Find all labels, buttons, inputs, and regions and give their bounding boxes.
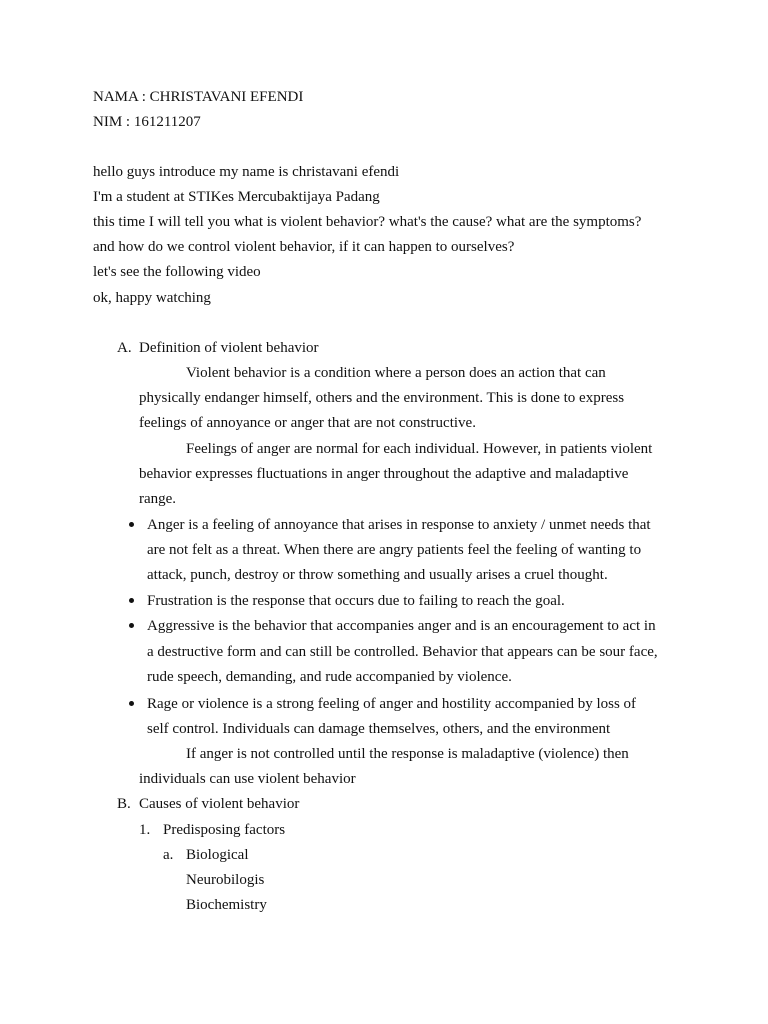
- paragraph-line: behavior expresses fluctuations in anger throughout the adaptive and maladaptive: [139, 466, 629, 482]
- bullet-dot-icon: [129, 623, 134, 628]
- intro-line: let's see the following video: [93, 264, 261, 280]
- paragraph-line: feelings of annoyance or anger that are not constructive.: [139, 415, 476, 431]
- section-b-marker: B.: [117, 796, 131, 812]
- subsubsection-heading: Biological: [186, 847, 249, 863]
- bullet-line: rude speech, demanding, and rude accompanied by violence.: [147, 669, 512, 685]
- bullet-line: Frustration is the response that occurs due to failing to reach the goal.: [147, 593, 565, 609]
- bullet-line: attack, punch, destroy or throw something and usually arises a cruel thought.: [147, 567, 608, 583]
- bullet-line: a destructive form and can still be controlled. Behavior that appears can be sour face,: [147, 644, 658, 660]
- student-nim: NIM : 161211207: [93, 114, 201, 130]
- list-item: Biochemistry: [186, 897, 267, 913]
- bullet-dot-icon: [129, 598, 134, 603]
- bullet-line: Aggressive is the behavior that accompanies anger and is an encouragement to act in: [147, 618, 656, 634]
- subsubsection-marker: a.: [163, 847, 174, 863]
- bullet-dot-icon: [129, 701, 134, 706]
- section-a-marker: A.: [117, 340, 132, 356]
- subsection-heading: Predisposing factors: [163, 822, 286, 838]
- bullet-dot-icon: [129, 522, 134, 527]
- intro-line: and how do we control violent behavior, if it can happen to ourselves?: [93, 239, 515, 255]
- intro-line: this time I will tell you what is violent behavior? what's the cause? what are the symptoms?: [93, 214, 642, 230]
- student-name: NAMA : CHRISTAVANI EFENDI: [93, 89, 304, 105]
- intro-line: ok, happy watching: [93, 290, 211, 306]
- bullet-line: self control. Individuals can damage themselves, others, and the environment: [147, 721, 611, 737]
- intro-line: hello guys introduce my name is christavani efendi: [93, 164, 400, 180]
- paragraph-line: Feelings of anger are normal for each individual. However, in patients violent: [186, 441, 653, 457]
- list-item: Neurobilogis: [186, 872, 265, 888]
- bullet-line: Anger is a feeling of annoyance that arises in response to anxiety / unmet needs that: [147, 517, 651, 533]
- bullet-line: Rage or violence is a strong feeling of anger and hostility accompanied by loss of: [147, 696, 637, 712]
- paragraph-line: If anger is not controlled until the response is maladaptive (violence) then: [186, 746, 629, 762]
- section-a-heading: Definition of violent behavior: [139, 340, 319, 356]
- bullet-line: are not felt as a threat. When there are angry patients feel the feeling of wanting to: [147, 542, 642, 558]
- subsection-marker: 1.: [139, 822, 151, 838]
- paragraph-line: individuals can use violent behavior: [139, 771, 356, 787]
- paragraph-line: physically endanger himself, others and the environment. This is done to express: [139, 390, 625, 406]
- paragraph-line: range.: [139, 491, 177, 507]
- intro-line: I'm a student at STIKes Mercubaktijaya Padang: [93, 189, 380, 205]
- section-b-heading: Causes of violent behavior: [139, 796, 300, 812]
- paragraph-line: Violent behavior is a condition where a person does an action that can: [186, 365, 606, 381]
